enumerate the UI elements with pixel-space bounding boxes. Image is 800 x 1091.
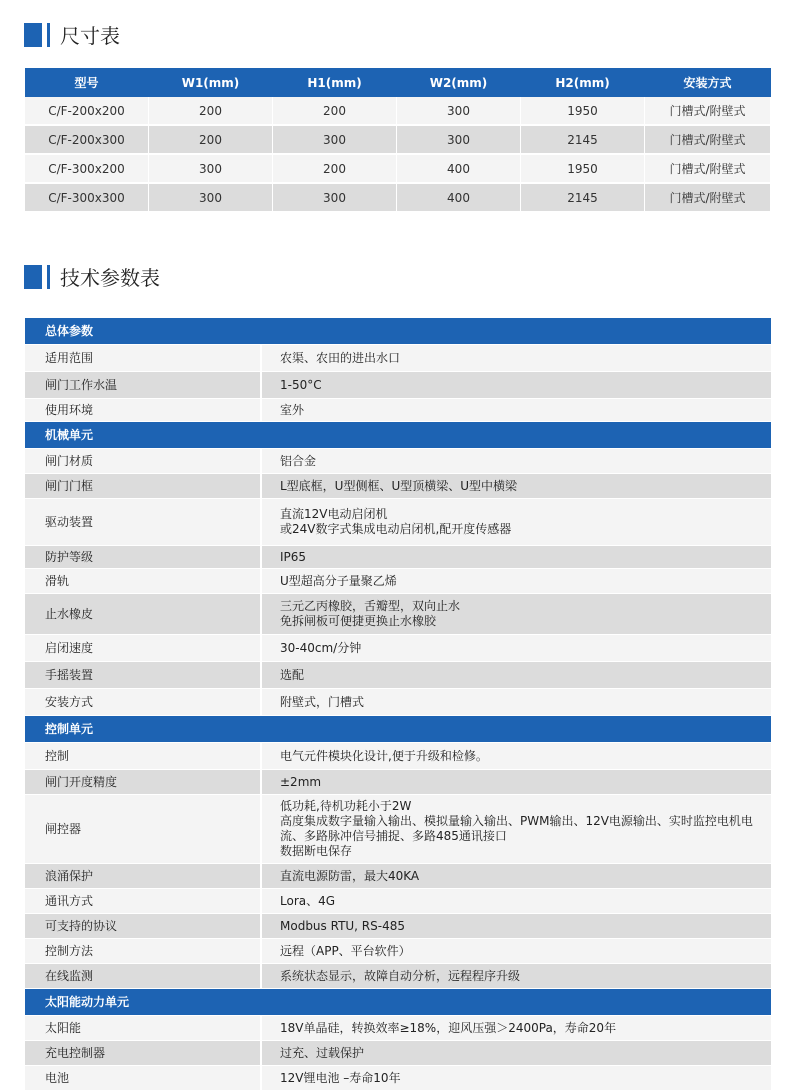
param-value	[262, 1066, 771, 1091]
param-value	[262, 499, 771, 546]
param-value-line: 数据断电保存	[280, 844, 353, 858]
table-row	[25, 546, 771, 569]
param-key: 防护等级	[25, 546, 262, 569]
param-value-line: 农渠、农田的进出水口	[280, 350, 401, 365]
tech-section-heading	[24, 262, 160, 291]
cell-w2: 400	[397, 184, 521, 213]
cell-h1: 300	[273, 126, 397, 155]
table-row	[25, 345, 771, 372]
param-value-line: 三元乙丙橡胶，舌瓣型，双向止水	[280, 599, 461, 613]
param-value-line: 室外	[280, 402, 305, 417]
param-value	[262, 964, 771, 989]
cell-w1: 300	[149, 184, 273, 213]
param-value	[262, 546, 771, 569]
cell-h1: 200	[273, 155, 397, 184]
param-value-line: 直流电源防雷，最大40KA	[280, 868, 420, 883]
param-value-line: 选配	[280, 667, 305, 682]
param-value-line: ±2mm	[280, 774, 322, 789]
param-key: 闸控器	[25, 795, 262, 864]
param-key: 控制方法	[25, 939, 262, 964]
cell-w1: 200	[149, 126, 273, 155]
param-value	[262, 939, 771, 964]
param-key: 通讯方式	[25, 889, 262, 914]
group-header-row	[25, 422, 771, 449]
cell-h2: 2145	[521, 184, 645, 213]
table-row	[25, 1041, 771, 1066]
param-value-line: Modbus RTU, RS-485	[280, 918, 405, 933]
param-value	[262, 474, 771, 499]
param-value	[262, 889, 771, 914]
param-value	[262, 372, 771, 399]
table-row	[25, 939, 771, 964]
group-header-row	[25, 716, 771, 743]
table-row	[25, 1066, 771, 1091]
param-value-line: 直流12V电动启闭机	[280, 507, 388, 521]
cell-install: 门槽式/附壁式	[645, 126, 771, 155]
param-key: 可支持的协议	[25, 914, 262, 939]
cell-h2: 1950	[521, 155, 645, 184]
param-key: 驱动装置	[25, 499, 262, 546]
cell-model: C/F-200x200	[25, 97, 149, 126]
table-row	[25, 743, 771, 770]
table-row	[25, 594, 771, 635]
header-install: 安装方式	[645, 68, 771, 97]
param-key: 适用范围	[25, 345, 262, 372]
cell-w2: 400	[397, 155, 521, 184]
param-value-line: 远程（APP、平台软件）	[280, 943, 411, 958]
param-key: 手摇装置	[25, 662, 262, 689]
param-value-line: 18V单晶硅，转换效率≥18%，迎风压强＞2400Pa，寿命20年	[280, 1020, 617, 1035]
param-value	[262, 1016, 771, 1041]
table-row	[25, 155, 771, 184]
param-value-line: 免拆闸板可便捷更换止水橡胶	[280, 614, 437, 628]
heading-marker	[24, 23, 42, 47]
group-header: 太阳能动力单元	[25, 989, 771, 1016]
group-header-row	[25, 989, 771, 1016]
header-w1: W1(mm)	[149, 68, 273, 97]
param-value-line: 或24V数字式集成电动启闭机,配开度传感器	[280, 522, 512, 536]
table-row	[25, 889, 771, 914]
heading-marker-thin	[47, 23, 50, 47]
param-value-line: 高度集成数字量输入输出、模拟量输入输出、PWM输出、12V电源输出、实时监控电机电	[280, 814, 753, 828]
table-row	[25, 126, 771, 155]
param-value-line: 12V锂电池 –寿命10年	[280, 1070, 401, 1085]
param-value-line: 过充、过载保护	[280, 1045, 365, 1060]
param-value	[262, 770, 771, 795]
table-row	[25, 864, 771, 889]
param-key: 止水橡皮	[25, 594, 262, 635]
param-key: 闸门门框	[25, 474, 262, 499]
param-value	[262, 795, 771, 864]
size-section-title: 尺寸表	[60, 24, 120, 48]
tech-params-table	[25, 318, 771, 1091]
param-key: 闸门开度精度	[25, 770, 262, 795]
param-key: 使用环境	[25, 399, 262, 422]
param-value-line: 流、多路脉冲信号捕捉、多路485通讯接口	[280, 829, 507, 843]
param-value	[262, 594, 771, 635]
table-row	[25, 770, 771, 795]
param-value	[262, 662, 771, 689]
table-row	[25, 1016, 771, 1041]
size-section-heading	[24, 20, 120, 49]
param-value-line: IP65	[280, 549, 307, 564]
table-row	[25, 964, 771, 989]
param-key: 闸门材质	[25, 449, 262, 474]
heading-marker-thin	[47, 265, 50, 289]
table-row	[25, 662, 771, 689]
param-value	[262, 635, 771, 662]
cell-w2: 300	[397, 126, 521, 155]
header-h1: H1(mm)	[273, 68, 397, 97]
param-value	[262, 689, 771, 716]
table-row	[25, 184, 771, 213]
group-header: 机械单元	[25, 422, 771, 449]
param-value	[262, 449, 771, 474]
param-key: 启闭速度	[25, 635, 262, 662]
param-value	[262, 864, 771, 889]
header-model: 型号	[25, 68, 149, 97]
group-header: 总体参数	[25, 318, 771, 345]
param-value	[262, 914, 771, 939]
param-key: 滑轨	[25, 569, 262, 594]
group-header-row	[25, 318, 771, 345]
table-row	[25, 449, 771, 474]
cell-w1: 200	[149, 97, 273, 126]
cell-model: C/F-300x200	[25, 155, 149, 184]
table-row	[25, 569, 771, 594]
param-value	[262, 569, 771, 594]
param-value-line: 1-50°C	[280, 377, 322, 392]
param-value-line: 30-40cm/分钟	[280, 640, 362, 655]
param-value	[262, 1041, 771, 1066]
param-key: 闸门工作水温	[25, 372, 262, 399]
param-key: 浪涌保护	[25, 864, 262, 889]
cell-h2: 2145	[521, 126, 645, 155]
cell-w1: 300	[149, 155, 273, 184]
param-value	[262, 345, 771, 372]
param-value-line: 系统状态显示，故障自动分析，远程程序升级	[280, 968, 521, 983]
table-row	[25, 97, 771, 126]
table-row	[25, 689, 771, 716]
param-key: 安装方式	[25, 689, 262, 716]
heading-marker	[24, 265, 42, 289]
cell-install: 门槽式/附壁式	[645, 155, 771, 184]
param-value	[262, 743, 771, 770]
param-key: 在线监测	[25, 964, 262, 989]
tech-section-title: 技术参数表	[60, 266, 160, 290]
cell-install: 门槽式/附壁式	[645, 97, 771, 126]
param-value-line: U型超高分子量聚乙烯	[280, 573, 397, 588]
param-value-line: L型底框，U型侧框、U型顶横梁、U型中横梁	[280, 478, 518, 493]
cell-h1: 300	[273, 184, 397, 213]
param-value-line: Lora、4G	[280, 893, 336, 908]
cell-h1: 200	[273, 97, 397, 126]
table-row	[25, 372, 771, 399]
group-header: 控制单元	[25, 716, 771, 743]
header-w2: W2(mm)	[397, 68, 521, 97]
table-row	[25, 399, 771, 422]
param-value-line: 铝合金	[280, 453, 317, 468]
table-row	[25, 474, 771, 499]
size-table-header	[25, 68, 771, 97]
param-key: 控制	[25, 743, 262, 770]
param-key: 充电控制器	[25, 1041, 262, 1066]
table-row	[25, 499, 771, 546]
cell-install: 门槽式/附壁式	[645, 184, 771, 213]
cell-model: C/F-200x300	[25, 126, 149, 155]
cell-model: C/F-300x300	[25, 184, 149, 213]
param-key: 电池	[25, 1066, 262, 1091]
cell-h2: 1950	[521, 97, 645, 126]
param-value	[262, 399, 771, 422]
param-value-line: 低功耗,待机功耗小于2W	[280, 799, 412, 813]
param-value-line: 电气元件模块化设计,便于升级和检修。	[280, 748, 488, 763]
table-row	[25, 635, 771, 662]
table-row	[25, 795, 771, 864]
param-value-line: 附壁式，门槽式	[280, 694, 365, 709]
cell-w2: 300	[397, 97, 521, 126]
param-key: 太阳能	[25, 1016, 262, 1041]
size-table	[25, 68, 771, 213]
header-h2: H2(mm)	[521, 68, 645, 97]
table-row	[25, 914, 771, 939]
